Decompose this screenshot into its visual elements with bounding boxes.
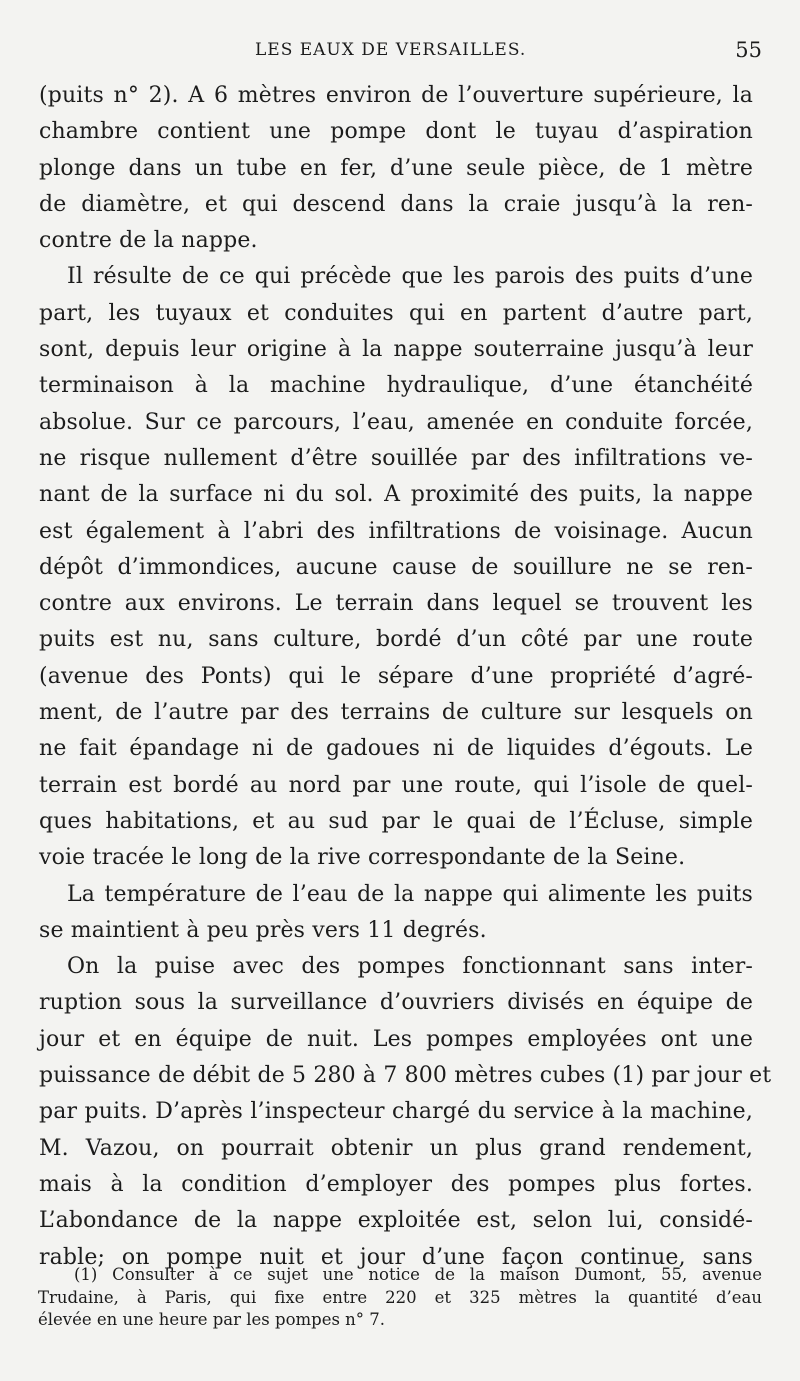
paragraph-1 <box>39 78 753 259</box>
text-line: jour et en équipe de nuit. Les pompes employées ont une <box>39 1026 753 1052</box>
running-header <box>0 36 800 64</box>
paragraph-3 <box>39 877 753 950</box>
text-line: L’abondance de la nappe exploitée est, selon lui, considé- <box>39 1208 753 1234</box>
body-text <box>39 78 772 1276</box>
running-title: LES EAUX DE VERSAILLES. <box>255 40 527 60</box>
text-line: dépôt d’immondices, aucune cause de souillure ne se ren- <box>39 554 753 580</box>
text-line: Il résulte de ce qui précède que les parois des puits d’une <box>67 264 753 290</box>
footnote-line: élevée en une heure par les pompes n° 7. <box>38 1310 386 1329</box>
text-line: M. Vazou, on pourrait obtenir un plus grand rendement, <box>39 1135 753 1161</box>
text-line: ne fait épandage ni de gadoues ni de liquides d’égouts. Le <box>39 736 753 762</box>
footnote-line: (1) Consulter à ce sujet une notice de la maison Dumont, 55, avenue <box>74 1265 762 1284</box>
text-line: ruption sous la surveillance d’ouvriers divisés en équipe de <box>39 990 753 1016</box>
text-line: La température de l’eau de la nappe qui alimente les puits <box>67 881 753 907</box>
text-line: est également à l’abri des infiltrations de voisinage. Aucun <box>39 518 753 544</box>
text-line: plonge dans un tube en fer, d’une seule pièce, de 1 mètre <box>39 155 753 181</box>
text-line: ment, de l’autre par des terrains de culture sur lesquels on <box>39 700 753 726</box>
text-line: On la puise avec des pompes fonctionnant sans inter- <box>67 954 753 980</box>
text-line: rable; on pompe nuit et jour d’une façon continue, sans <box>39 1244 753 1270</box>
text-line: (puits n° 2). A 6 mètres environ de l’ouverture supérieure, la <box>39 83 753 108</box>
text-line: de diamètre, et qui descend dans la craie jusqu’à la ren- <box>39 191 753 217</box>
text-line: part, les tuyaux et conduites qui en partent d’autre part, <box>39 300 753 326</box>
text-line: puits est nu, sans culture, bordé d’un côté par une route <box>39 627 753 653</box>
text-line: absolue. Sur ce parcours, l’eau, amenée en conduite forcée, <box>39 409 753 435</box>
text-line: par puits. D’après l’inspecteur chargé du service à la machine, <box>39 1099 753 1125</box>
text-line: nant de la surface ni du sol. A proximité des puits, la nappe <box>39 482 753 508</box>
text-line: mais à la condition d’employer des pompes plus fortes. <box>39 1171 753 1197</box>
paragraph-4 <box>39 949 772 1276</box>
text-line: contre aux environs. Le terrain dans lequel se trouvent les <box>39 591 753 617</box>
text-line: ques habitations, et au sud par le quai de l’Écluse, simple <box>39 808 753 834</box>
text-line: sont, depuis leur origine à la nappe souterraine jusqu’à leur <box>39 337 753 363</box>
text-line: puissance de débit de 5 280 à 7 800 mètres cubes (1) par jour et <box>39 1063 772 1089</box>
text-line: ne risque nullement d’être souillée par des infiltrations ve- <box>39 445 753 471</box>
text-line: contre de la nappe. <box>39 228 258 254</box>
footnotes <box>38 1264 762 1332</box>
text-line: voie tracée le long de la rive correspondante de la Seine. <box>39 845 686 871</box>
footnote-line: Trudaine, à Paris, qui fixe entre 220 et 325 mètres la quantité d’eau <box>38 1287 762 1307</box>
text-line: terminaison à la machine hydraulique, d’une étanchéité <box>39 373 753 399</box>
text-line: terrain est bordé au nord par une route, qui l’isole de quel- <box>39 772 753 798</box>
page-number: 55 <box>735 38 762 62</box>
text-line: se maintient à peu près vers 11 degrés. <box>39 917 487 943</box>
paragraph-2 <box>39 259 753 876</box>
text-line: (avenue des Ponts) qui le sépare d’une propriété d’agré- <box>39 663 753 689</box>
text-line: chambre contient une pompe dont le tuyau d’aspiration <box>39 119 753 145</box>
